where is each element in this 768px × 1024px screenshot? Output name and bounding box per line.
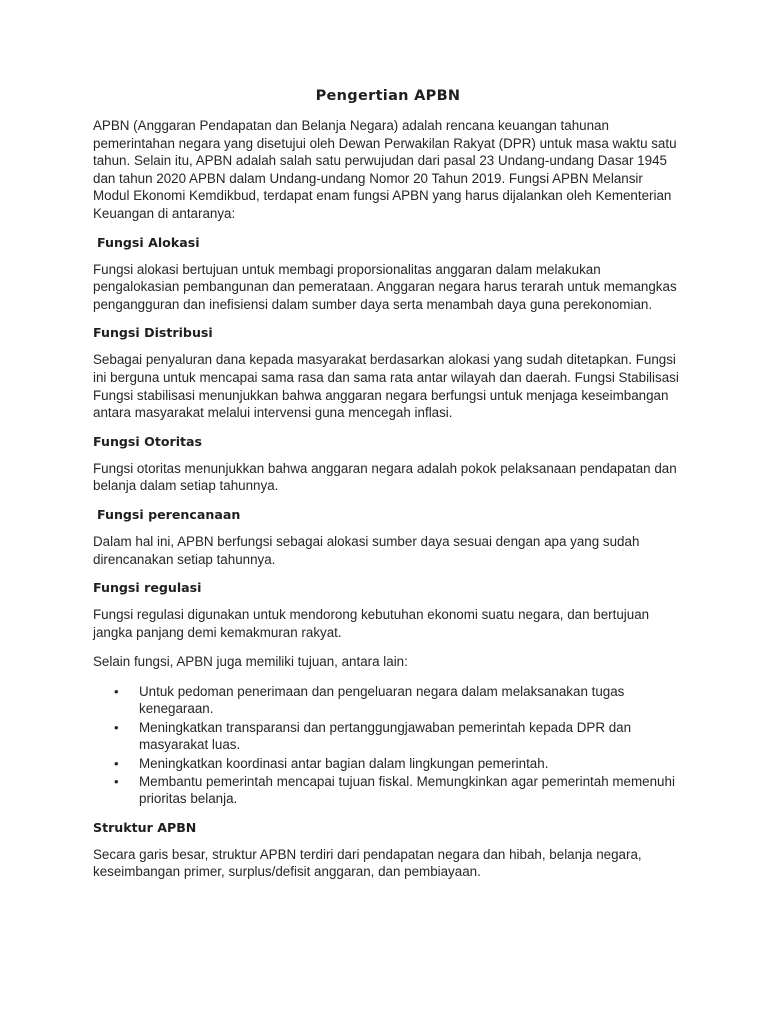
intro-paragraph: APBN (Anggaran Pendapatan dan Belanja Negara) adalah rencana keuangan tahunan pemerintahan negara yang disetujui oleh Dewan Perwakilan Rakyat (DPR) untuk masa waktu satu tahun. Selain itu, APBN adalah salah satu perwujudan dari pasal 23 Undang-undang Dasar 1945 dan tahun 2020 APBN dalam Undang-undang Nomor 20 Tahun 2019. Fungsi APBN Melansir Modul Ekonomi Kemdikbud, terdapat enam fungsi APBN yang harus dijalankan oleh Kementerian Keuangan di antaranya: <box>93 118 677 221</box>
section-heading-perencanaan: Fungsi perencanaan <box>97 506 241 522</box>
section-text-regulasi: Fungsi regulasi digunakan untuk mendorong kebutuhan ekonomi suatu negara, dan bertujuan jangka panjang demi kemakmuran rakyat. <box>93 607 650 640</box>
section-text-distribusi: Sebagai penyaluran dana kepada masyarakat berdasarkan alokasi yang sudah ditetapkan. Fungsi ini berguna untuk mencapai sama rasa dan sama rata antar wilayah dan daerah. Fungsi Stabilisasi Fungsi stabilisasi menunjukkan bahwa anggaran negara berfungsi untuk menjaga keseimbangan antara masyarakat melalui intervensi guna mencegah inflasi. <box>93 352 679 421</box>
list-item-text: Membantu pemerintah mencapai tujuan fiskal. Memungkinkan agar pemerintah memenuhi prioritas belanja. <box>139 773 675 807</box>
document-title: Pengertian APBN <box>315 88 461 104</box>
section-heading-distribusi: Fungsi Distribusi <box>93 325 213 341</box>
goals-list <box>93 683 683 808</box>
list-item-text: Untuk pedoman penerimaan dan pengeluaran negara dalam melaksanakan tugas kenegaraan. <box>139 683 625 717</box>
bullet-icon: • <box>114 773 119 789</box>
section-text-struktur: Secara garis besar, struktur APBN terdiri dari pendapatan negara dan hibah, belanja negara, keseimbangan primer, surplus/defisit anggaran, dan pembiayaan. <box>93 846 642 880</box>
document-page <box>93 88 683 893</box>
section-text-perencanaan: Dalam hal ini, APBN berfungsi sebagai alokasi sumber daya sesuai dengan apa yang sudah direncanakan setiap tahunnya. <box>93 533 640 567</box>
goals-intro-paragraph: Selain fungsi, APBN juga memiliki tujuan, antara lain: <box>93 654 408 670</box>
section-text-alokasi: Fungsi alokasi bertujuan untuk membagi proporsionalitas anggaran dalam melakukan pengalokasian pembangunan dan pemerataan. Anggaran negara harus terarah untuk memangkas pengangguran dan inefisiensi dalam sumber daya serta menambah daya guna perekonomian. <box>93 261 677 312</box>
bullet-icon: • <box>114 683 119 699</box>
section-heading-regulasi: Fungsi regulasi <box>93 580 202 596</box>
list-item-text: Meningkatkan transparansi dan pertanggungjawaban pemerintah kepada DPR dan masyarakat luas. <box>139 719 632 753</box>
list-item <box>114 755 683 772</box>
section-heading-otoritas: Fungsi Otoritas <box>93 433 203 449</box>
list-item-text: Meningkatkan koordinasi antar bagian dalam lingkungan pemerintah. <box>139 755 549 771</box>
section-heading-struktur: Struktur APBN <box>93 819 197 835</box>
list-item <box>114 719 683 754</box>
list-item <box>114 773 683 808</box>
section-heading-alokasi: Fungsi Alokasi <box>97 234 200 250</box>
section-text-otoritas: Fungsi otoritas menunjukkan bahwa anggaran negara adalah pokok pelaksanaan pendapatan dan belanja dalam setiap tahunnya. <box>93 460 677 494</box>
bullet-icon: • <box>114 719 119 735</box>
list-item <box>114 683 683 718</box>
bullet-icon: • <box>114 755 119 771</box>
